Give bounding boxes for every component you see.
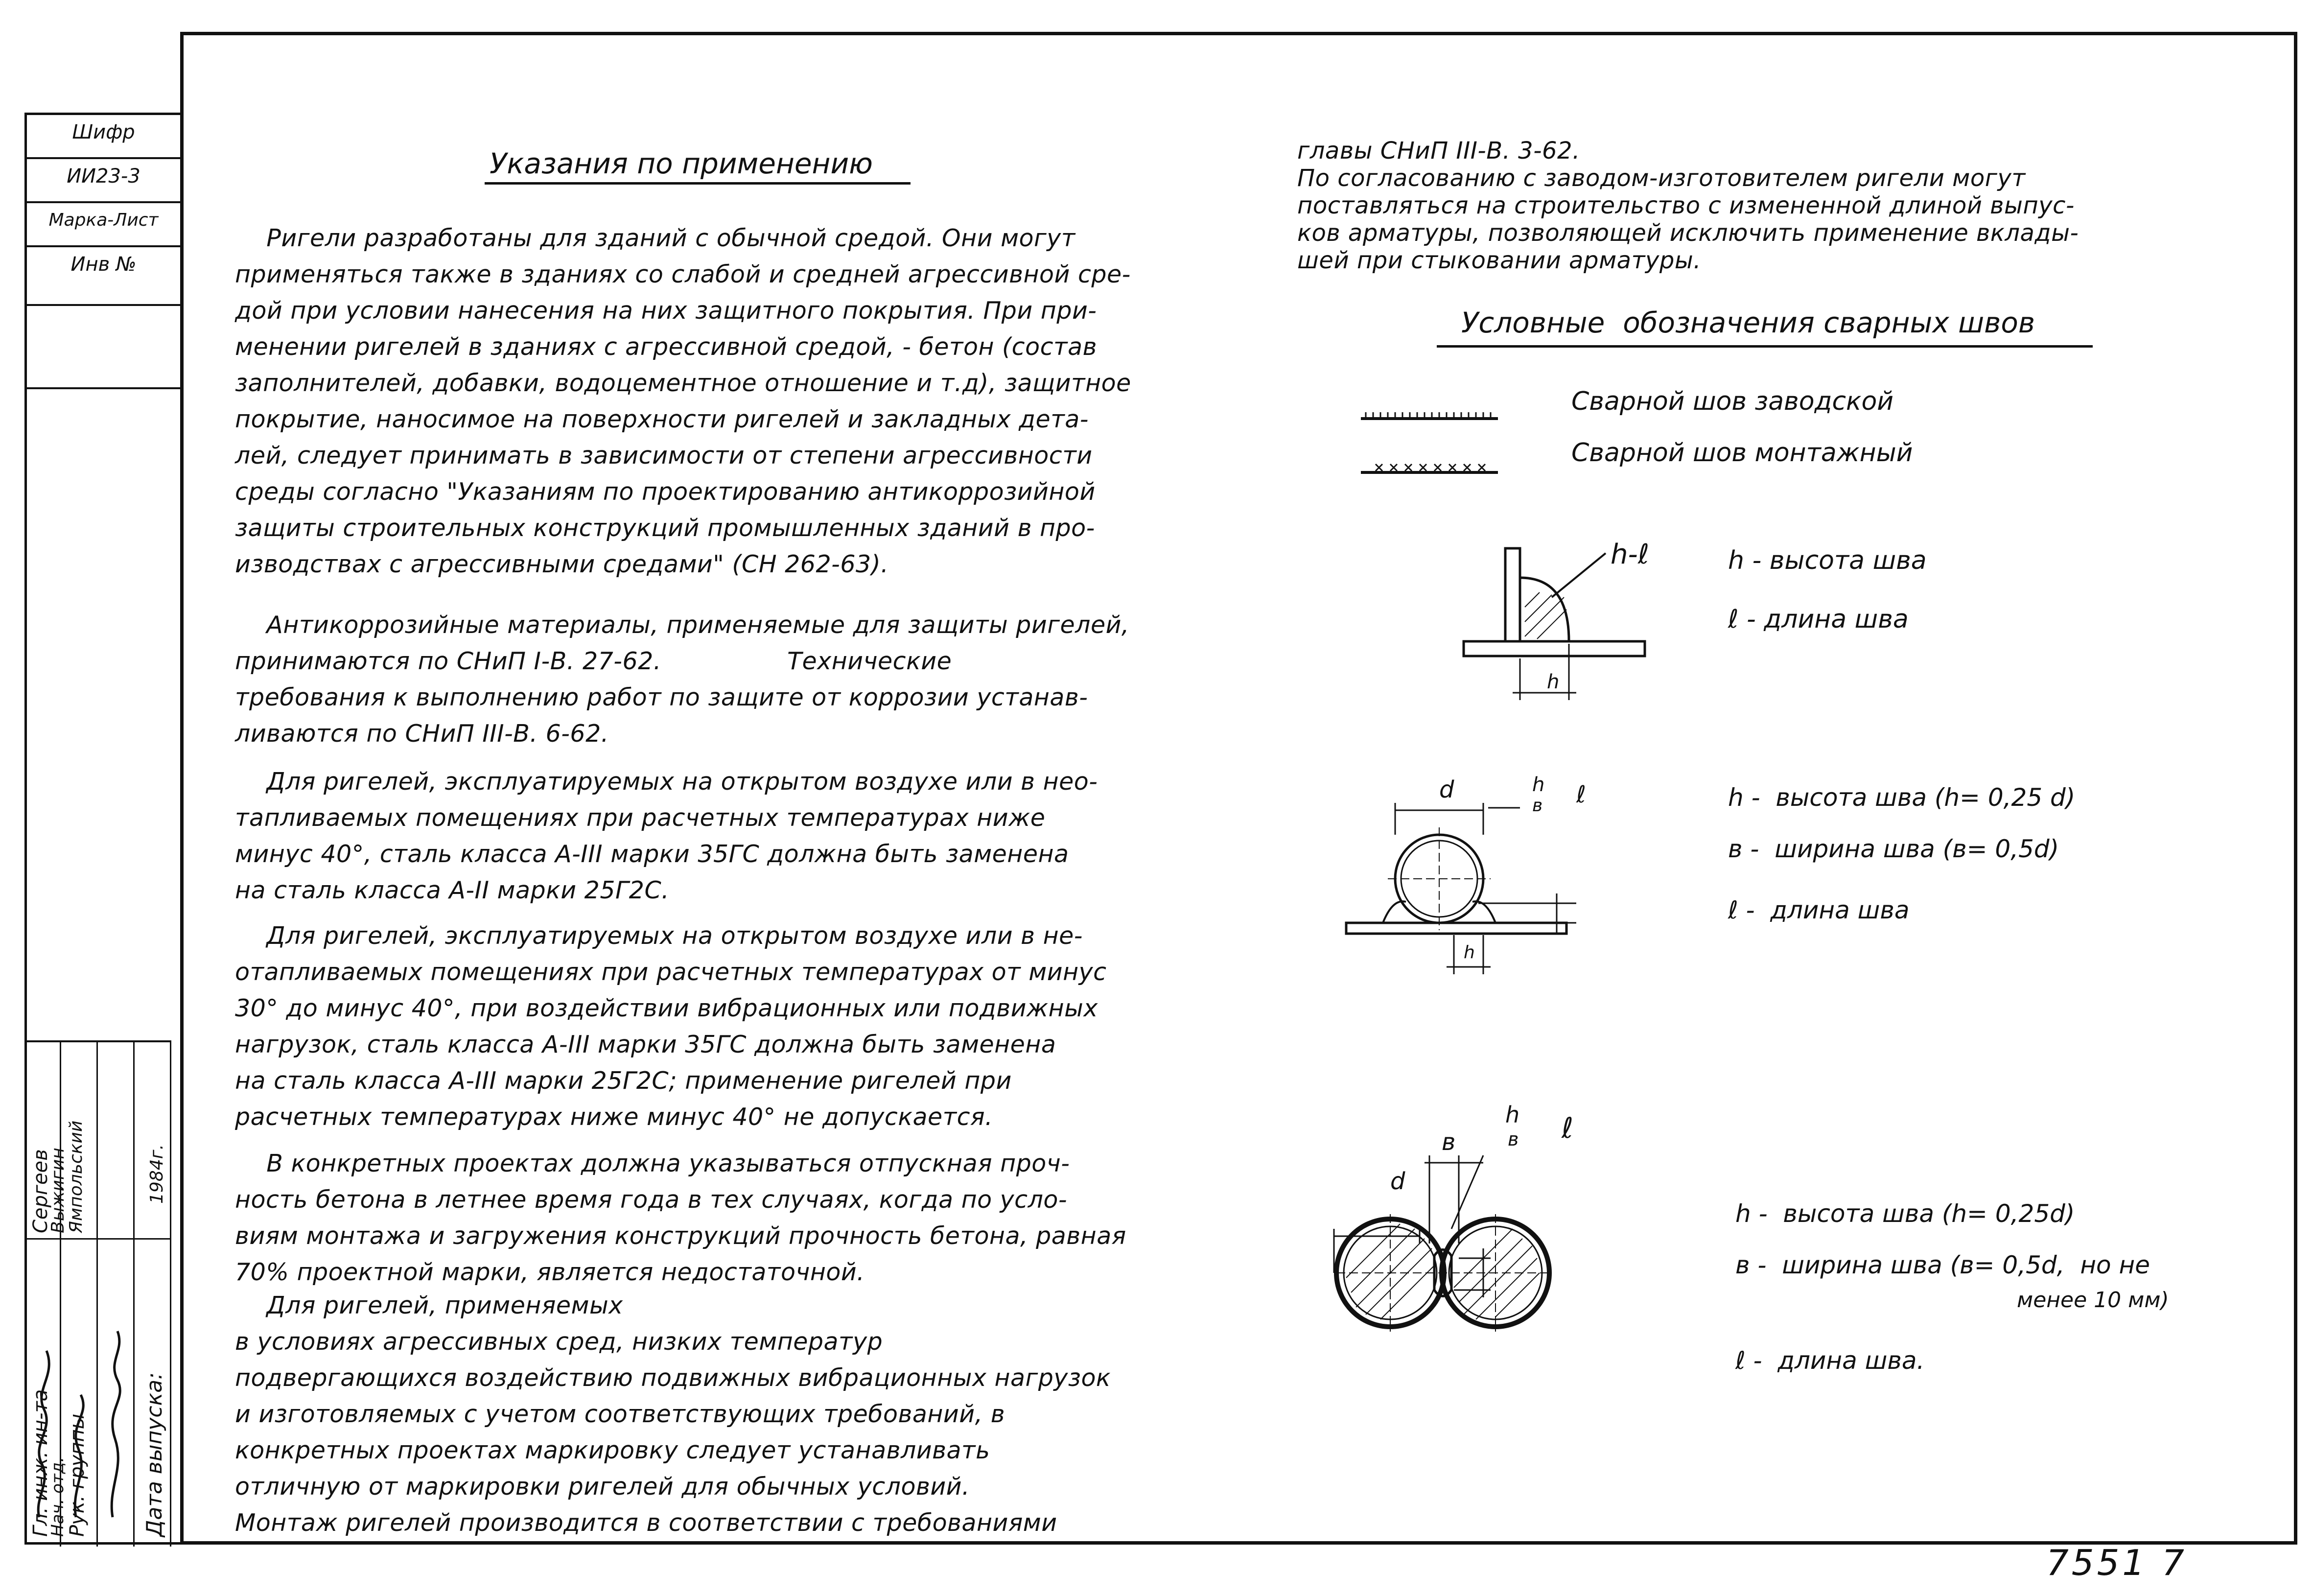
paragraph-5: В конкретных проектах должна указываться отпускная проч- ность бетона в летнее время года в тех случаях, когда по усло- виям монтажа и загружения конструкций прочность бетона, равная 70% проектной марки, является недостаточной. — [235, 1150, 1126, 1286]
fig3-note-4: ℓ - длина шва. — [1735, 1346, 1925, 1375]
legend-heading: Условные обозначения сварных швов — [1461, 306, 2035, 339]
mark-sheet-label: Марка-Лист — [27, 203, 180, 247]
stamp-divider — [24, 1238, 171, 1240]
fig3-note-2: в - ширина шва (в= 0,5d, но не — [1735, 1251, 2150, 1279]
fig3-label-frac: в — [1508, 1128, 1519, 1150]
fig3-label-l: ℓ — [1562, 1111, 1573, 1145]
fig3-two-bars — [1302, 1116, 1635, 1341]
inv-label: Инв № — [27, 247, 180, 306]
fig2-dim: h — [1464, 942, 1475, 962]
page-number: 7551 7 — [2046, 1542, 2187, 1583]
fig3-label-h: h — [1505, 1102, 1520, 1128]
fig2-bar-on-plate — [1341, 774, 1615, 999]
role-chief-engineer: Гл. инж. ин-та — [29, 1389, 52, 1537]
fig1-dim: h — [1547, 671, 1560, 693]
role-dept-head: Нач. отд. — [48, 1456, 68, 1537]
right-intro: главы СНиП III-В. 3-62. По согласованию с заводом-изготовителем ригели могут поставляться на строительство с измененной длиной выпус- ков арматуры, позволяющей исключить применение вклады- шей при стыковании арматуры. — [1297, 137, 2079, 274]
weld-site-label: Сварной шов монтажный — [1571, 438, 1913, 468]
fig1-note-1: h - высота шва — [1728, 546, 1927, 575]
paragraph-2: Антикоррозийные материалы, применяемые для защиты ригелей, принимаются по СНиП I-В. 27-62. Технические требования к выполнению работ по защите от коррозии устанав- ливаются по СНиП III-В. 6-62. — [235, 611, 1130, 748]
fig2-label-b: в — [1532, 796, 1543, 816]
name-yampolsky: Ямпольский — [66, 1120, 86, 1233]
weld-factory-label: Сварной шов заводской — [1571, 387, 1894, 416]
fig2-label-d: d — [1439, 776, 1454, 803]
weld-symbols — [1356, 392, 1503, 490]
release-year: 1984г. — [147, 1144, 167, 1204]
fig2-label-l: ℓ — [1576, 781, 1586, 808]
paragraph-3: Для ригелей, эксплуатируемых на открытом воздухе или в нео- тапливаемых помещениях при расчетных температурах ниже минус 40°, сталь класса А-III марки 35ГС должна быть заменена на сталь класса А-II марки 25Г2С. — [235, 768, 1098, 904]
cipher-label: Шифр — [27, 115, 180, 159]
fig3-note-1: h - высота шва (h= 0,25d) — [1735, 1199, 2075, 1228]
name-vyzhigin: Выжигин — [48, 1148, 68, 1233]
paragraph-6: Для ригелей, применяемых в условиях агрессивных сред, низких температур подвергающихся воздействию подвижных вибрационных нагрузок и изготовляемых с учетом соответствующих требований, в конкретных проектах маркировку следует устанавливать отличную от маркировки ригелей для обычных условий. Монтаж ригелей производится в соответствии с требованиями — [235, 1291, 1111, 1537]
role-group-lead: Рук. группы — [66, 1413, 89, 1537]
fig2-note-2: в - ширина шва (в= 0,5d) — [1728, 835, 2059, 863]
handwritten-signatures — [24, 1253, 135, 1527]
fig3-label-d: d — [1390, 1168, 1405, 1195]
paragraph-1: Ригели разработаны для зданий с обычной средой. Они могут применяться также в зданиях со слабой и средней агрессивной сре- дой при условии нанесения на них защитного покрытия. При при- менении ригелей в зданиях с агрессивной средой, - бетон (состав заполнителей, добавки, водоцементное отношение и т.д), защитное покрытие, наносимое на поверхности ригелей и закладных дета- лей, следует принимать в зависимости от степени агрессивности среды согласно "Указаниям по проектированию антикоррозийной защиты строительных конструкций промышленных зданий в про- изводствах с агрессивными средами" (СН 262-63). — [235, 224, 1131, 578]
cipher-value: ИИ23-3 — [27, 159, 180, 203]
fig2-note-1: h - высота шва (h= 0,25 d) — [1728, 783, 2076, 812]
fig2-label-h: h — [1532, 774, 1545, 796]
fig1-fillet-weld — [1459, 539, 1694, 725]
blank-cell — [27, 306, 180, 389]
paragraph-4: Для ригелей, эксплуатируемых на открытом воздухе или в не- отапливаемых помещениях при расчетных температурах от минус 30° до минус 40°, при воздействии вибрационных или подвижных нагрузок, сталь класса А-III марки 35ГС должна быть заменена на сталь класса А-III марки 25Г2С; применение ригелей при расчетных температурах ниже минус 40° не допускается. — [235, 922, 1107, 1131]
site-weld-crosses — [1376, 464, 1485, 471]
fig3-label-b: в — [1442, 1128, 1456, 1156]
legend-heading-underline — [1437, 345, 2093, 348]
fig1-label: h-ℓ — [1611, 539, 1649, 570]
name-sergeev: Сергеев — [29, 1149, 52, 1233]
fig2-note-3: ℓ - длина шва — [1728, 896, 1910, 924]
left-heading-underline — [485, 182, 911, 185]
left-heading: Указания по применению — [490, 147, 873, 180]
signature-stamp — [24, 1040, 171, 1545]
fig1-note-2: ℓ - длина шва — [1728, 605, 1909, 634]
release-date-label: Дата выпуска: — [142, 1372, 167, 1537]
fig3-note-3: менее 10 мм) — [2017, 1288, 2169, 1313]
